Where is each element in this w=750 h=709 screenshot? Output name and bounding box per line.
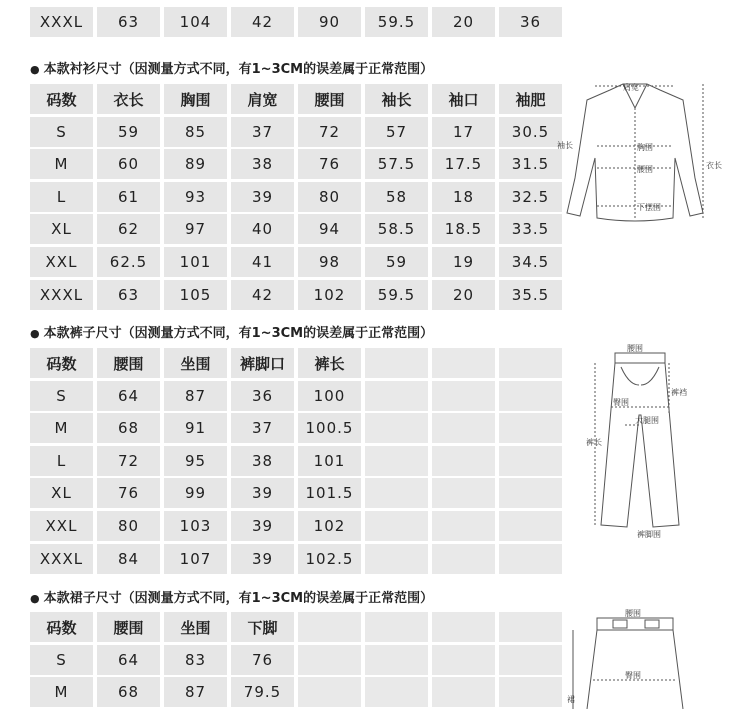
table-cell [499,381,562,411]
table-cell: 100.5 [298,413,361,443]
skirt-title: 本款裙子尺寸 [43,591,122,606]
table-cell: 39 [231,511,294,541]
column-header [432,348,495,378]
bullet-icon: ● [30,592,40,605]
table-cell: XL [30,214,93,244]
diagram-label-thigh: 大腿围 [635,416,659,425]
table-cell: 18 [432,182,495,212]
diagram-label-hem: 裤脚围 [637,530,661,539]
column-header: 肩宽 [231,84,294,114]
table-cell: 57 [365,117,428,147]
table-cell: L [30,446,93,476]
column-header: 码数 [30,612,93,642]
column-header: 衣长 [97,84,160,114]
table-cell: 63 [97,280,160,310]
table-cell [432,544,495,574]
table-cell [365,413,428,443]
column-header: 腰围 [97,348,160,378]
table-cell: 102 [298,280,361,310]
diagram-label-length: 裙 [567,695,575,704]
shirt-note: （因测量方式不同，有1~3CM的误差属于正常范围） [121,62,434,77]
table-cell [499,446,562,476]
table-cell: 102.5 [298,544,361,574]
column-header: 袖口 [432,84,495,114]
table-cell: 62.5 [97,247,160,277]
table-cell: 83 [164,645,227,675]
table-cell: 97 [164,214,227,244]
diagram-label-rise: 裤裆 [671,388,687,397]
table-cell: 38 [231,446,294,476]
table-cell: 64 [97,645,160,675]
table-cell: 31.5 [499,149,562,179]
table-cell: 42 [231,280,294,310]
table-cell: 62 [97,214,160,244]
table-cell: 76 [231,645,294,675]
table-cell: 36 [499,7,562,37]
column-header [499,612,562,642]
table-cell [499,645,562,675]
table-cell: 68 [97,413,160,443]
table-cell: 32.5 [499,182,562,212]
column-header: 码数 [30,348,93,378]
table-cell [298,677,361,707]
table-cell [365,544,428,574]
skirt-section-title [30,587,433,606]
table-cell [432,381,495,411]
table-cell: 37 [231,413,294,443]
column-header [298,612,361,642]
table-cell: 61 [97,182,160,212]
table-cell: S [30,645,93,675]
table-cell: 94 [298,214,361,244]
table-cell: 58 [365,182,428,212]
table-cell: 18.5 [432,214,495,244]
table-cell: 80 [298,182,361,212]
table-cell: XXL [30,247,93,277]
table-cell: 102 [298,511,361,541]
table-cell [499,511,562,541]
table-cell: 58.5 [365,214,428,244]
column-header [499,348,562,378]
table-cell [432,413,495,443]
column-header: 胸围 [164,84,227,114]
column-header: 下脚 [231,612,294,642]
table-cell: 59 [97,117,160,147]
table-cell: 89 [164,149,227,179]
table-cell: 90 [298,7,361,37]
column-header: 袖长 [365,84,428,114]
table-cell: XXXL [30,7,93,37]
table-cell [499,544,562,574]
table-cell: 107 [164,544,227,574]
diagram-label-sleeve: 袖长 [557,141,573,150]
diagram-label-waist: 腰围 [625,609,641,618]
table-cell [432,478,495,508]
column-header: 码数 [30,84,93,114]
table-cell: S [30,117,93,147]
pants-title: 本款裤子尺寸 [43,326,122,341]
shirt-title: 本款衬衫尺寸 [43,62,122,77]
table-cell: 42 [231,7,294,37]
table-cell: 104 [164,7,227,37]
table-cell: 72 [97,446,160,476]
table-cell: 33.5 [499,214,562,244]
shirt-diagram [555,78,722,228]
column-header: 袖肥 [499,84,562,114]
column-header: 坐围 [164,348,227,378]
skirt-note: （因测量方式不同，有1~3CM的误差属于正常范围） [121,591,434,606]
table-cell [365,511,428,541]
table-cell [432,645,495,675]
table-cell: 17 [432,117,495,147]
table-cell: 63 [97,7,160,37]
table-cell: 87 [164,677,227,707]
diagram-label-hip: 臀围 [625,671,641,680]
table-cell [499,677,562,707]
diagram-label-shoulder: 肩宽 [623,83,639,92]
table-cell: 76 [97,478,160,508]
shirt-section-title [30,58,433,77]
table-cell: 87 [164,381,227,411]
table-cell: 17.5 [432,149,495,179]
table-cell: 101 [298,446,361,476]
table-cell: XXL [30,511,93,541]
column-header [365,348,428,378]
table-cell: 101.5 [298,478,361,508]
skirt-diagram [565,610,705,709]
table-cell: M [30,413,93,443]
table-cell: 57.5 [365,149,428,179]
table-cell: 72 [298,117,361,147]
table-cell [365,478,428,508]
table-cell: M [30,149,93,179]
table-cell: 59.5 [365,280,428,310]
table-cell: 101 [164,247,227,277]
pants-note: （因测量方式不同，有1~3CM的误差属于正常范围） [121,326,434,341]
column-header: 腰围 [97,612,160,642]
table-cell: 91 [164,413,227,443]
bullet-icon: ● [30,327,40,340]
diagram-label-chest: 胸围 [637,143,653,152]
table-cell: 40 [231,214,294,244]
table-cell: 36 [231,381,294,411]
bullet-icon: ● [30,63,40,76]
table-cell: 100 [298,381,361,411]
diagram-label-length: 裤长 [586,438,602,447]
table-cell [365,446,428,476]
table-cell: 59.5 [365,7,428,37]
table-cell [499,413,562,443]
column-header [365,612,428,642]
table-cell: 19 [432,247,495,277]
table-cell [432,446,495,476]
table-cell: 39 [231,478,294,508]
table-cell: S [30,381,93,411]
table-cell: 38 [231,149,294,179]
column-header: 腰围 [298,84,361,114]
table-cell: 30.5 [499,117,562,147]
diagram-label-waist: 腰围 [627,344,643,353]
table-cell [365,677,428,707]
table-cell: 95 [164,446,227,476]
table-cell: M [30,677,93,707]
diagram-label-waist: 腰围 [637,165,653,174]
column-header: 裤脚口 [231,348,294,378]
table-cell: 20 [432,7,495,37]
table-cell: 79.5 [231,677,294,707]
column-header: 裤长 [298,348,361,378]
table-cell: 41 [231,247,294,277]
pants-diagram [585,345,695,543]
column-header: 坐围 [164,612,227,642]
table-cell: 76 [298,149,361,179]
table-cell: 20 [432,280,495,310]
table-cell: 34.5 [499,247,562,277]
table-cell [365,381,428,411]
table-cell: 59 [365,247,428,277]
table-cell [298,645,361,675]
table-cell: 37 [231,117,294,147]
table-cell: 85 [164,117,227,147]
table-cell: 35.5 [499,280,562,310]
table-cell: 103 [164,511,227,541]
diagram-label-hip: 臀围 [613,398,629,407]
table-cell: XXXL [30,280,93,310]
table-cell [432,677,495,707]
table-cell [365,645,428,675]
table-cell: 39 [231,544,294,574]
table-cell: 80 [97,511,160,541]
table-cell: L [30,182,93,212]
diagram-label-hem: 下摆围 [637,203,661,212]
table-cell: 64 [97,381,160,411]
table-cell [432,511,495,541]
table-cell: 98 [298,247,361,277]
pants-section-title [30,322,433,341]
table-cell: 68 [97,677,160,707]
table-cell: XL [30,478,93,508]
column-header [432,612,495,642]
table-cell: 93 [164,182,227,212]
table-cell: XXXL [30,544,93,574]
table-cell: 105 [164,280,227,310]
table-cell: 39 [231,182,294,212]
table-cell: 60 [97,149,160,179]
table-cell: 84 [97,544,160,574]
table-cell [499,478,562,508]
table-cell: 99 [164,478,227,508]
diagram-label-length: 衣长 [706,161,722,170]
